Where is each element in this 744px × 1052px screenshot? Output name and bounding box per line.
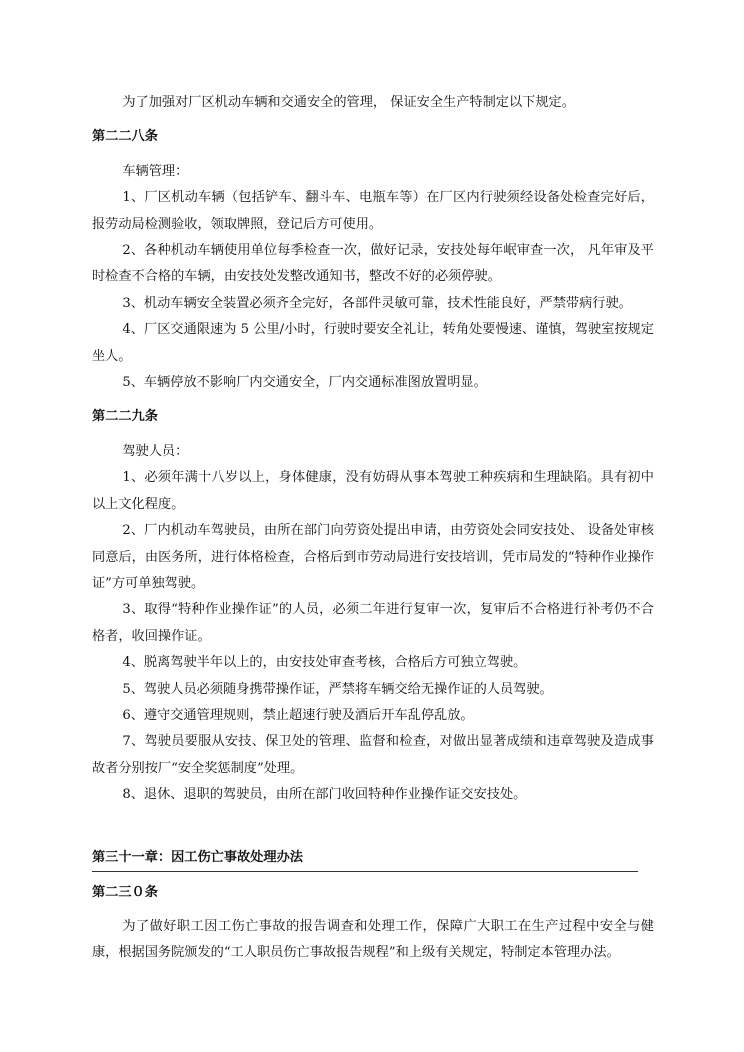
article-229-item-4: 4、脱离驾驶半年以上的，由安技处审查考核，合格后方可独立驾驶。 (122, 655, 527, 671)
article-228-item-4: 4、厂区交通限速为 5 公里/小时，行驶时要安全礼让，转角处要慢速、谨慎，驾驶室按规定坐人。 (92, 322, 654, 364)
article-229-item-6: 6、遵守交通管理规则，禁止超速行驶及酒后开车乱停乱放。 (122, 707, 474, 723)
article-229-heading: 第二二九条 (92, 409, 158, 425)
article-228-heading: 第二二八条 (92, 129, 158, 145)
article-229-item-7: 7、驾驶员要服从安技、保卫处的管理、监督和检查，对做出显著成绩和违章驾驶及造成事故者分别按厂“安全奖惩制度”处理。 (92, 734, 654, 776)
article-228-item-3: 3、机动车辆安全装置必须齐全完好，各部件灵敏可靠，技术性能良好，严禁带病行驶。 (122, 295, 632, 311)
article-228-item-5: 5、车辆停放不影响厂内交通安全，厂内交通标准图放置明显。 (122, 375, 487, 391)
article-228-item-2: 2、各种机动车辆使用单位每季检查一次，做好记录，安技处每年岷审查一次， 凡年审及平时检查不合格的车辆，由安技处发整改通知书，整改不好的必须停驶。 (92, 243, 654, 285)
article-229-item-8: 8、退休、退职的驾驶员，由所在部门收回特种作业操作证交安技处。 (122, 787, 527, 803)
article-230-heading: 第二三０条 (92, 884, 158, 900)
article-230-body: 为了做好职工因工伤亡事故的报告调查和处理工作，保障广大职工在生产过程中安全与健康，根据国务院颁发的“工人职员伤亡事故报告规程”和上级有关规定，特制定本管理办法。 (92, 918, 654, 961)
article-229-item-1: 1、必须年满十八岁以上，身体健康，没有妨碍从事本驾驶工种疾病和生理缺陷。具有初中以上文化程度。 (92, 470, 654, 512)
chapter-31-heading: 第三十一章：因工伤亡事故处理办法 (92, 849, 303, 865)
article-228-item-1: 1、厂区机动车辆（包括铲车、翻斗车、电瓶车等）在厂区内行驶须经设备处检查完好后，报劳动局检测验收，领取牌照，登记后方可使用。 (92, 190, 654, 232)
intro-paragraph: 为了加强对厂区机动车辆和交通安全的管理， 保证安全生产特制定以下规定。 (122, 95, 575, 110)
article-229-item-2: 2、厂内机动车驾驶员，由所在部门向劳资处提出申请，由劳资处会同安技处、 设备处审核同意后，由医务所，进行体格检查，合格后到市劳动局进行安技培训，凭市局发的“特种作业操作证”方可单独驾驶。 (92, 523, 654, 591)
document-body (92, 90, 654, 967)
article-229-item-3: 3、取得“特种作业操作证”的人员，必须二年进行复审一次，复审后不合格进行补考仍不合格者，收回操作证。 (92, 602, 654, 644)
article-229-item-5: 5、驾驶人员必须随身携带操作证，严禁将车辆交给无操作证的人员驾驶。 (122, 681, 553, 697)
article-228-subtitle: 车辆管理： (122, 163, 189, 179)
article-229-subtitle: 驾驶人员： (122, 443, 189, 459)
chapter-divider (92, 871, 638, 872)
